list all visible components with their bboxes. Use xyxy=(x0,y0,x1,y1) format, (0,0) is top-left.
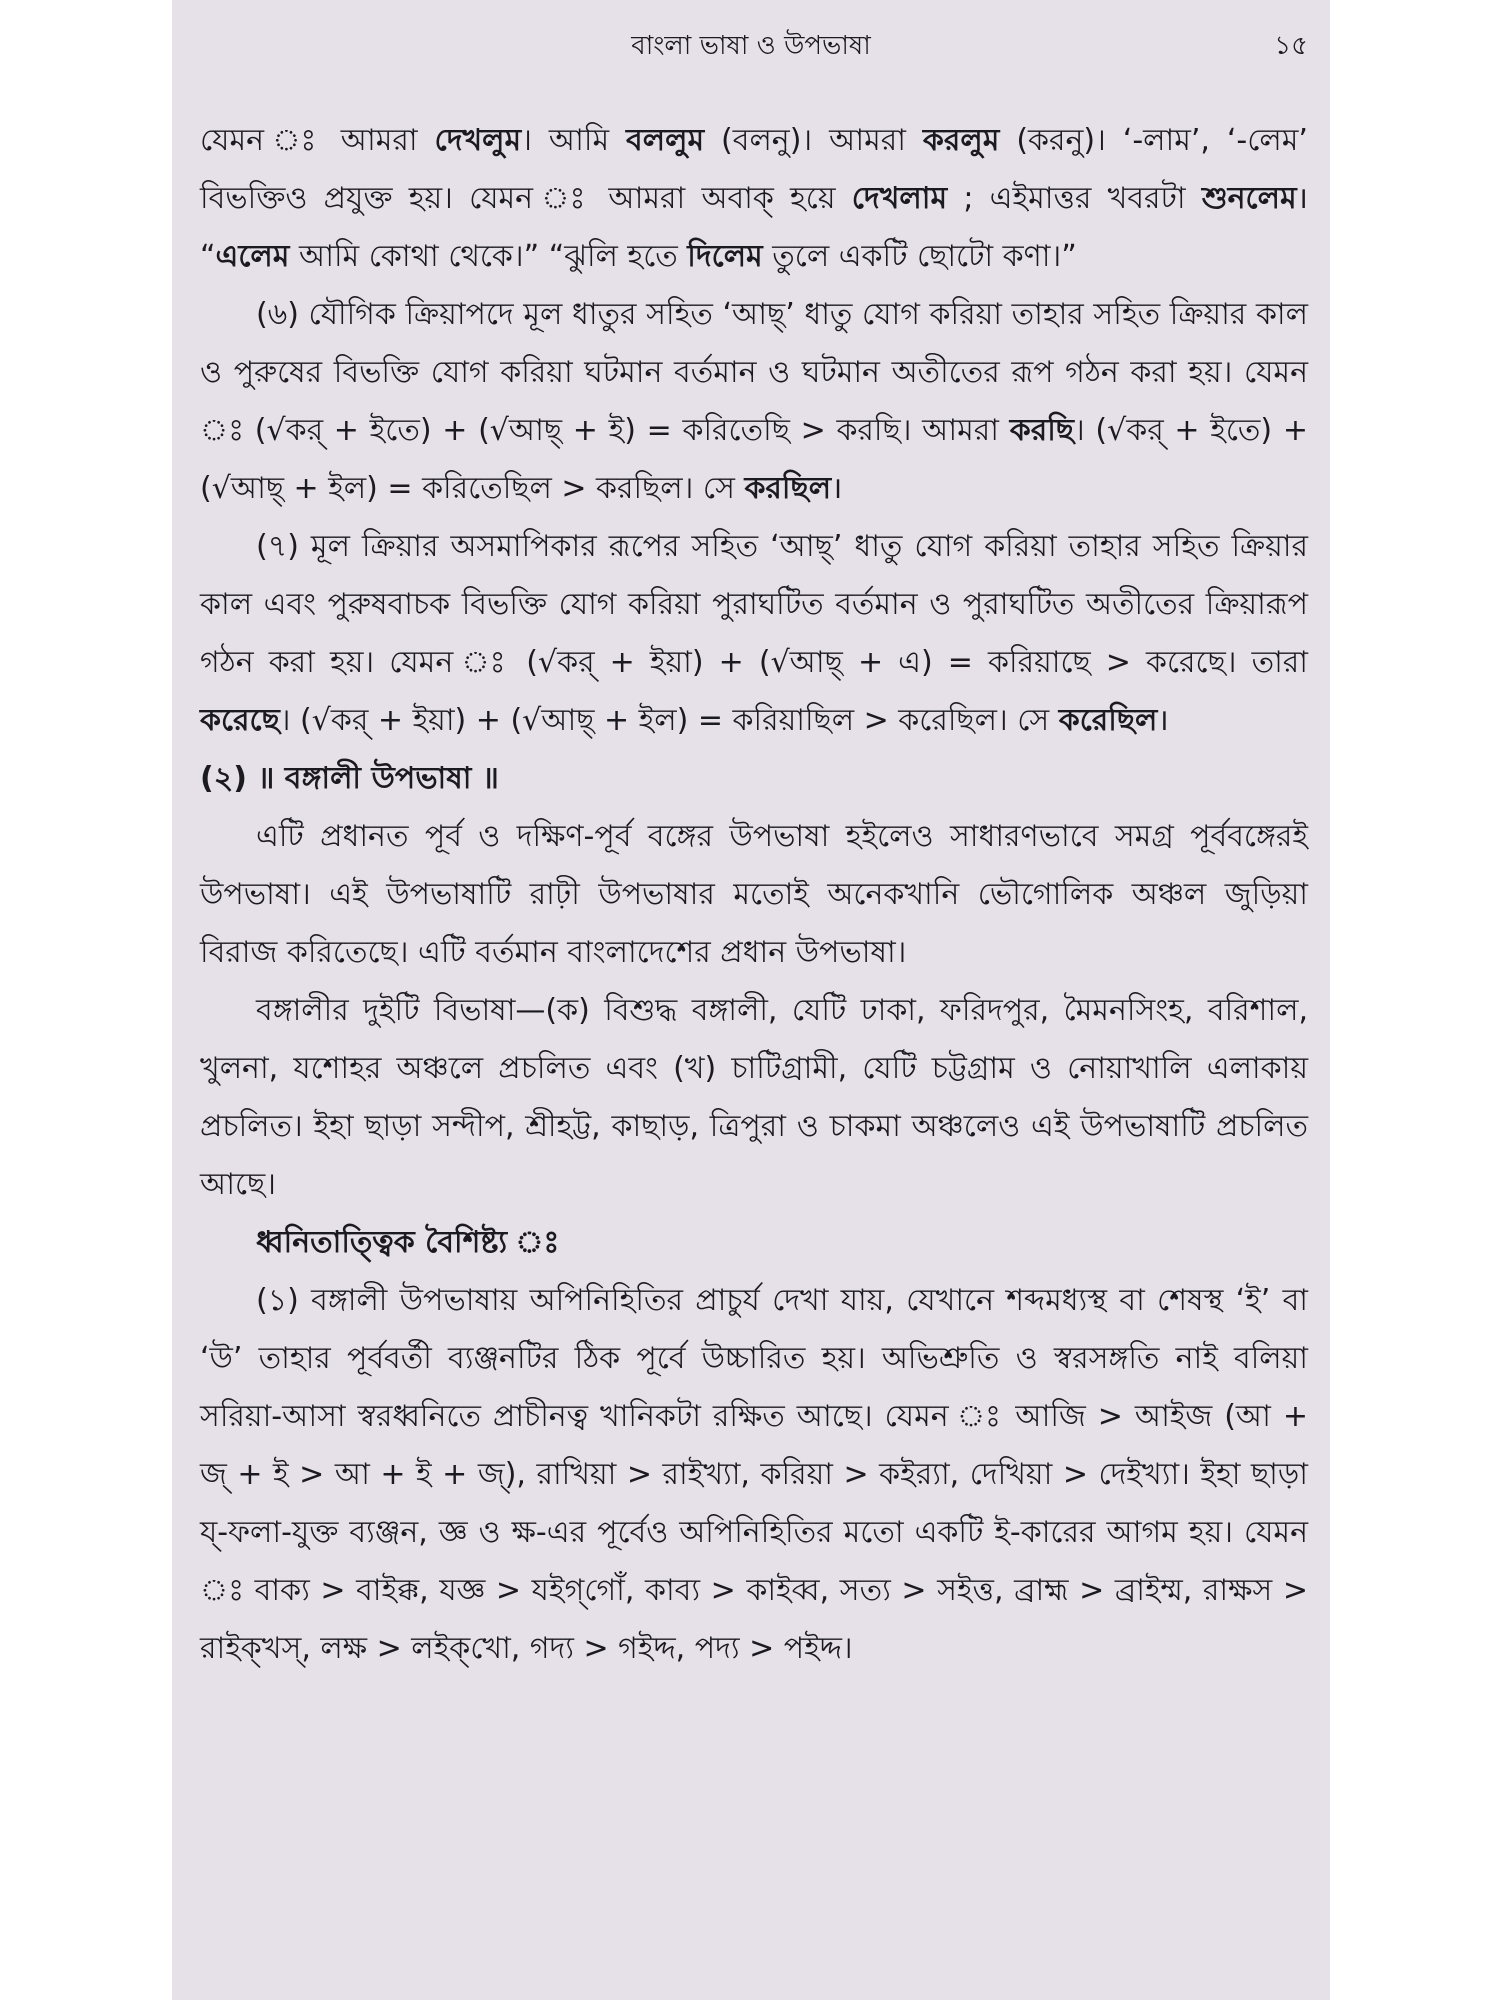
paragraph-point-6: (৬) যৌগিক ক্রিয়াপদে মূল ধাতুর সহিত ‘আছ্’ ধাতু যোগ করিয়া তাহার সহিত ক্রিয়ার কাল ও পুরুষের বিভক্তি যোগ করিয়া ঘটমান বর্তমান ও ঘটমান অতীতের রূপ গঠন করা হয়। যেমন ঃ (√কর্ + ইতে) + (√আছ্ + ই) = করিতেছি > করছি। আমরা করছি। (√কর্ + ইতে) + (√আছ্ + ইল) = করিতেছিল > করছিল। সে করছিল। xyxy=(200,297,1308,506)
subheading-phonetic: ধ্বনিতাত্ত্বিক বৈশিষ্ট্য ঃ xyxy=(256,1225,560,1260)
book-page xyxy=(172,0,1330,2000)
paragraph-intro: এটি প্রধানত পূর্ব ও দক্ষিণ-পূর্ব বঙ্গের উপভাষা হইলেও সাধারণভাবে সমগ্র পূর্ববঙ্গেরই উপভাষা। এই উপভাষাটি রাঢ়ী উপভাষার মতোই অনেকখানি ভৌগোলিক অঞ্চল জুড়িয়া বিরাজ করিতেছে। এটি বর্তমান বাংলাদেশের প্রধান উপভাষা। xyxy=(200,819,1308,970)
body-text xyxy=(200,112,1308,1678)
paragraph-point-7: (৭) মূল ক্রিয়ার অসমাপিকার রূপের সহিত ‘আছ্’ ধাতু যোগ করিয়া তাহার সহিত ক্রিয়ার কাল এবং পুরুষবাচক বিভক্তি যোগ করিয়া পুরাঘটিত বর্তমান ও পুরাঘটিত অতীতের ক্রিয়ারূপ গঠন করা হয়। যেমন ঃ (√কর্ + ইয়া) + (√আছ্ + এ) = করিয়াছে > করেছে। তারা করেছে। (√কর্ + ইয়া) + (√আছ্ + ইল) = করিয়াছিল > করেছিল। সে করেছিল। xyxy=(200,529,1308,738)
running-head xyxy=(172,26,1330,66)
section-heading: (২) ॥ বঙ্গালী উপভাষা ॥ xyxy=(200,761,499,796)
running-title: বাংলা ভাষা ও উপভাষা xyxy=(631,31,871,61)
paragraph-point-1: (১) বঙ্গালী উপভাষায় অপিনিহিতির প্রাচুর্য দেখা যায়, যেখানে শব্দমধ্যস্থ বা শেষস্থ ‘ই’ বা ‘উ’ তাহার পূর্ববর্তী ব্যঞ্জনটির ঠিক পূর্বে উচ্চারিত হয়। অভিশ্রুতি ও স্বরসঙ্গতি নাই বলিয়া সরিয়া-আসা স্বরধ্বনিতে প্রাচীনত্ব খানিকটা রক্ষিত আছে। যেমন ঃ আজি > আইজ (আ + জ্ + ই > আ + ই + জ্), রাখিয়া > রাইখ্যা, করিয়া > কইর‍্যা, দেখিয়া > দেইখ্যা। ইহা ছাড়া য্-ফলা-যুক্ত ব্যঞ্জন, জ্ঞ ও ক্ষ-এর পূর্বেও অপিনিহিতির মতো একটি ই-কারের আগম হয়। যেমন ঃ বাক্য > বাইক্ক, যজ্ঞ > যইগ্‌গোঁ, কাব্য > কাইব্ব, সত্য > সইত্ত, ব্রাহ্ম > ব্রাইম্ম, রাক্ষস > রাইক্‌খস্, লক্ষ > লইক্‌খো, গদ্য > গইদ্দ, পদ্য > পইদ্দ। xyxy=(200,1283,1308,1666)
paragraph-examples: যেমন ঃ আমরা দেখলুম। আমি বললুম (বলনু)। আমরা করলুম (করনু)। ‘-লাম’, ‘-লেম’ বিভক্তিও প্রযুক্ত হয়। যেমন ঃ আমরা অবাক্ হয়ে দেখলাম ; এইমাত্তর খবরটা শুনলেম। “এলেম আমি কোথা থেকে।” “ঝুলি হতে দিলেম তুলে একটি ছোটো কণা।” xyxy=(200,123,1308,274)
paragraph-dialects: বঙ্গালীর দুইটি বিভাষা—(ক) বিশুদ্ধ বঙ্গালী, যেটি ঢাকা, ফরিদপুর, মৈমনসিংহ, বরিশাল, খুলনা, যশোহর অঞ্চলে প্রচলিত এবং (খ) চাটিগ্রামী, যেটি চট্টগ্রাম ও নোয়াখালি এলাকায় প্রচলিত। ইহা ছাড়া সন্দীপ, শ্রীহট্ট, কাছাড়, ত্রিপুরা ও চাকমা অঞ্চলেও এই উপভাষাটি প্রচলিত আছে। xyxy=(200,993,1308,1202)
page-number: ১৫ xyxy=(1274,31,1308,61)
